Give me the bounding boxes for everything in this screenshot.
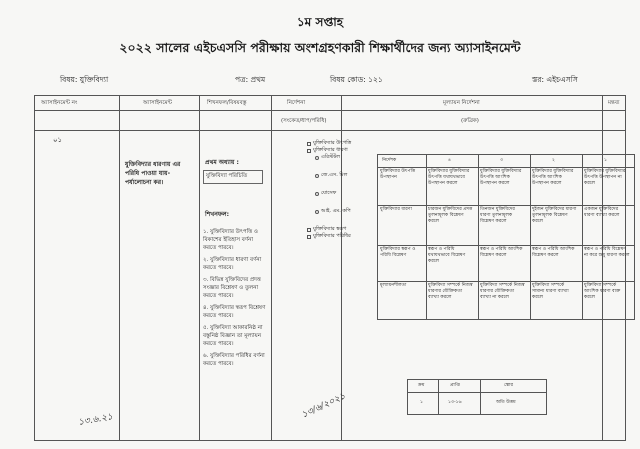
score-header: স্কোর bbox=[504, 383, 514, 388]
score-cell: অতি উত্তম bbox=[496, 400, 516, 405]
instruction-name: যোসেফ bbox=[321, 190, 337, 196]
rubric-cell: যুক্তিবিদ্যার যুক্তিবিদ্যার উৎপত্তি আংশিক উপস্থাপন করলে bbox=[532, 169, 574, 186]
rubric-cell: দুইজন যুক্তিবিদের ধারণা তুলনামূলক বিশ্লেষণ করলে bbox=[532, 207, 577, 224]
rubric-header-cell: নির্দেশক bbox=[382, 158, 397, 163]
rubric-cell: যুক্তিবিদ্যার যুক্তিবিদ্যার উৎপত্তি উপস্থাপন না করলে bbox=[584, 169, 626, 186]
rubric-cell: যুক্তিবিদ্যা সম্পর্কে আংশিক ধারণা ব্যক্ত করলে bbox=[584, 283, 621, 300]
chapter-title-box bbox=[203, 170, 263, 184]
col-header-outcome: শিখনফল/বিষয়বস্তু bbox=[207, 100, 247, 106]
rubric-cell: তিনজন যুক্তিবিদের ধারণা তুলনামূলক বিশ্লেষণ করলে bbox=[480, 207, 515, 224]
outcome-item: ২. যুক্তিবিদ্যার ধারণা বর্ণনা করতে পারবে। bbox=[203, 257, 262, 271]
col-header-evaluation: মূল্যায়ন নির্দেশনা bbox=[443, 100, 480, 106]
chapter-title: যুক্তিবিদ্যা পরিচিতি bbox=[206, 173, 248, 179]
chapter-label: প্রথম অধ্যায় : bbox=[205, 159, 239, 166]
col-header-number: অ্যাসাইনমেন্ট নং bbox=[41, 100, 78, 106]
page-title: ২০২২ সালের এইচএসসি পরীক্ষায় অংশগ্রহণকারী শিক্ষার্থীদের জন্য অ্যাসাইনমেন্ট bbox=[119, 40, 521, 55]
instruction-item: যুক্তিবিদ্যার স্বরূপ bbox=[313, 226, 347, 232]
outcome-item: ৫. যুক্তিবিদ্যা আকারনিষ্ঠ না বস্তুনিষ্ঠ বিজ্ঞান তা মূল্যায়ন করতে পারবে। bbox=[203, 325, 263, 347]
outcomes-list bbox=[203, 228, 267, 372]
assignment-text: যুক্তিবিদ্যার ধারণায় এর পরিধি পাওয়া যায়- পর্যালোচনা কর। bbox=[125, 161, 181, 186]
week-title: ১ম সপ্তাহ bbox=[296, 15, 344, 29]
instruction-name: জে.এস. মিল bbox=[321, 172, 348, 178]
outcome-item: ৪. যুক্তিবিদ্যার স্বরূপ বিশ্লেষণ করতে পারবে। bbox=[203, 305, 266, 319]
rubric-cell: স্বরূপ ও পরিধি আংশিক বিশ্লেষণ করলে bbox=[480, 247, 523, 258]
col-header-instruction: নির্দেশনা bbox=[287, 100, 306, 106]
instruction-name: আই. এম. কপি bbox=[321, 208, 351, 214]
rubric-cell: যুক্তিবিদ্যা সম্পর্কে নিজস্ব ধারণার যৌক্তিকতা ব্যাখ্যা না করলে bbox=[480, 283, 525, 300]
rubric-cell: যুক্তিবিদ্যার স্বরূপ ও পরিধি বিশ্লেষণ bbox=[380, 247, 416, 258]
outcome-item: ৩. বিভিন্ন যুক্তিবিদের প্রদত্ত সংজ্ঞার বিশ্লেষণ ও তুলনা করতে পারবে। bbox=[203, 277, 261, 299]
score-cell: ১ bbox=[420, 400, 423, 405]
instruction-item: যুক্তিবিদ্যার পরিধির bbox=[313, 233, 351, 239]
rubric-cell: স্বরূপ ও পরিধি যথাযথভাবে বিশ্লেষণ করলে bbox=[428, 247, 466, 264]
score-header: প্রাপ্তি bbox=[450, 383, 460, 388]
outcome-item: ৬. যুক্তিবিদ্যার পরিধির বর্ণনা করতে পারবে। bbox=[203, 353, 265, 367]
instruction-name: এরিস্টটল bbox=[321, 154, 340, 160]
subject-code-label: বিষয় কোড: ১২১ bbox=[330, 75, 383, 84]
rubric-subheader: (রুব্রিক) bbox=[461, 118, 479, 124]
rubric-header-cell: ৩ bbox=[500, 158, 503, 163]
col-header-remarks: মন্তব্য bbox=[608, 100, 620, 106]
col-header-assignment: অ্যাসাইনমেন্ট bbox=[143, 100, 172, 106]
rubric-cell: যুক্তিবিদ্যার যুক্তিবিদ্যার উৎপত্তি যথাযথভাবে উপস্থাপন করলে bbox=[428, 169, 470, 186]
level-label: স্তর: এইচএসসি bbox=[532, 75, 578, 84]
rubric-cell: যুক্তিবিদ্যার যুক্তিবিদ্যার উৎপত্তি আংশিক উপস্থাপন করলে bbox=[480, 169, 522, 186]
subject-label: বিষয়: যুক্তিবিদ্যা bbox=[60, 75, 109, 84]
rubric-cell: স্বরূপ ও পরিধি আংশিক বিশ্লেষণ করলে bbox=[532, 247, 575, 258]
rubric-cell: যুক্তিবিদ্যার ধারণা bbox=[380, 207, 412, 212]
assignment-number: ০১ bbox=[53, 136, 63, 144]
score-table bbox=[407, 379, 547, 415]
rubric-header-cell: ১ bbox=[604, 158, 607, 163]
instruction-list bbox=[307, 140, 351, 240]
assignment-table bbox=[34, 95, 630, 441]
instruction-item: যুক্তিবিদ্যার ধারণা bbox=[313, 147, 348, 153]
outcome-item: ১. যুক্তিবিদ্যার উৎপত্তি ও বিকাশের ইতিহাস বর্ণনা করতে পারবে। bbox=[203, 229, 258, 251]
rubric-cell: মূল্যায়নশীলতা bbox=[380, 283, 407, 288]
score-header: ক্রম bbox=[418, 383, 425, 388]
rubric-header-cell: ২ bbox=[552, 158, 555, 163]
rubric-cell: যুক্তিবিদ্যার উৎপত্তি উপস্থাপন bbox=[380, 169, 416, 180]
signature-center: ১৩/৬/২০২১ bbox=[300, 391, 348, 421]
rubric-cell: যুক্তিবিদ্যা সম্পর্কে নিজস্ব ধারণার যৌক্তিকতা ব্যাখ্যা করলে bbox=[428, 283, 473, 300]
rubric-cell: স্বরূপ ও পরিধি বিশ্লেষণ না করে শুধু ধারণা করলে bbox=[584, 247, 630, 258]
outcomes-heading: শিখনফল: bbox=[205, 211, 230, 218]
signature-left: ১৩.৬.২১ bbox=[77, 412, 114, 428]
rubric-cell: চারজন যুক্তিবিদের প্রদত্ত তুলনামূলক বিশ্লেষণ করলে bbox=[428, 207, 473, 224]
instruction-subheader: (সংকেত/ধাপ/পরিধি) bbox=[281, 118, 327, 124]
rubric-header-cell: ৪ bbox=[448, 158, 451, 163]
paper-label: পত্র: প্রথম bbox=[235, 75, 266, 84]
instruction-item: যুক্তিবিদ্যার উৎপত্তি bbox=[313, 140, 352, 146]
score-cell: ১৩-১৬ bbox=[448, 400, 462, 405]
rubric-cell: যুক্তিবিদ্যা সম্পর্কে সামান্য ধারণা ব্যাখ্যা করলে bbox=[532, 283, 569, 300]
rubric-cell: একজন যুক্তিবিদের ধারণা ব্যাখ্যা করলে bbox=[584, 207, 620, 218]
rubric-table bbox=[377, 154, 635, 320]
